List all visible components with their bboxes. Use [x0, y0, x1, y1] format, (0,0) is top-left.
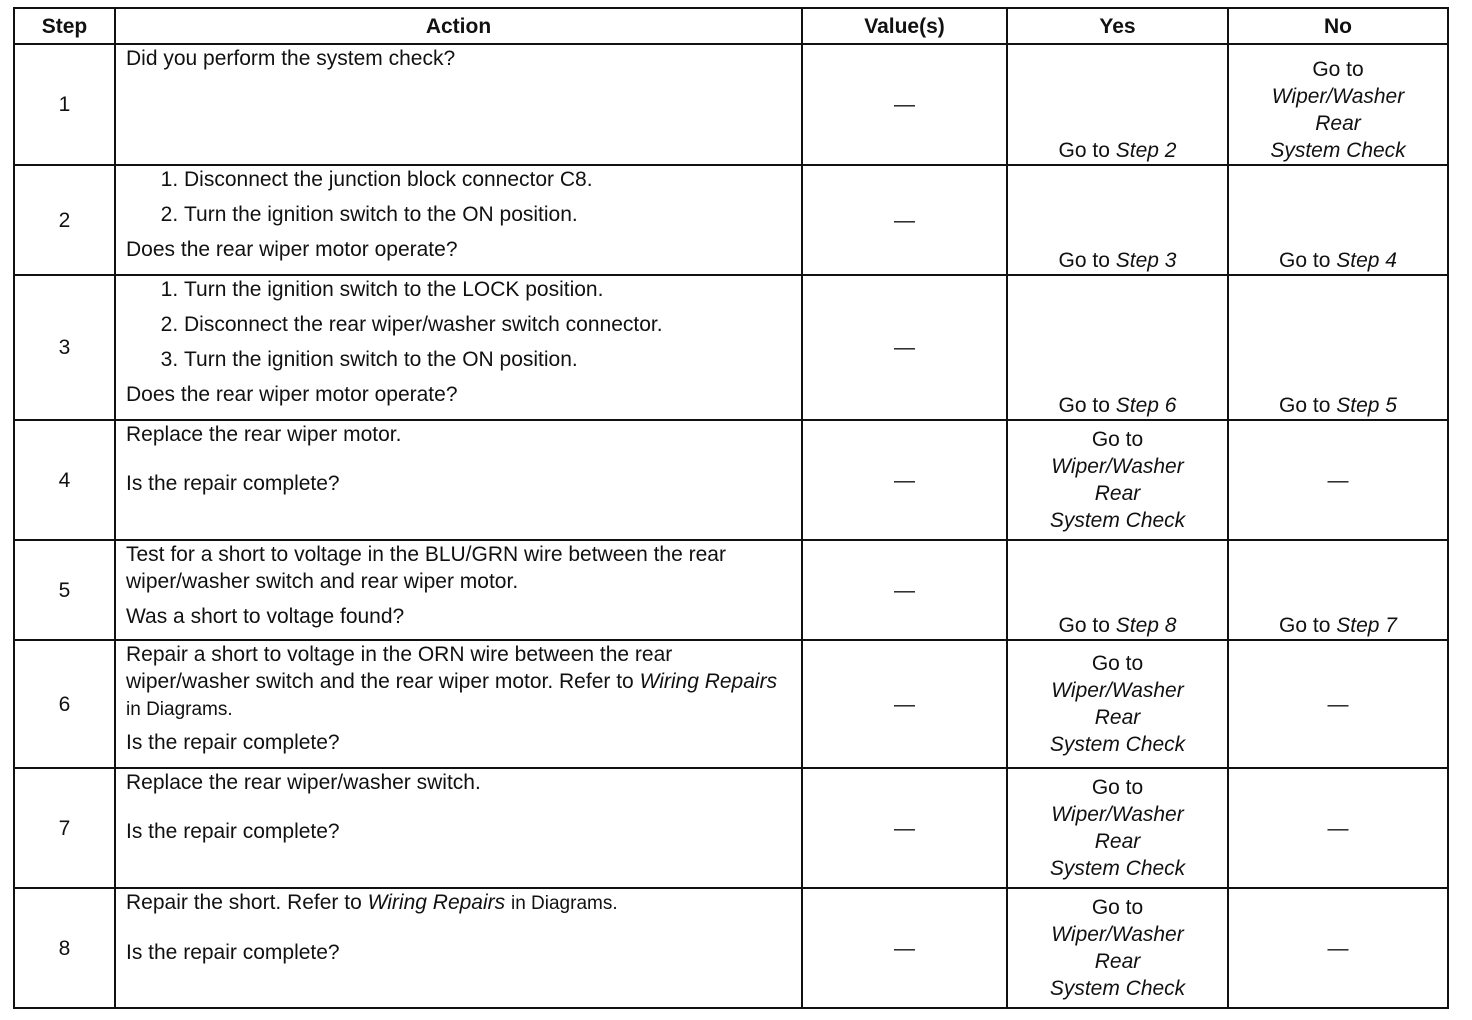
yes-cell — [1007, 275, 1228, 420]
system-check-line: System Check — [1049, 977, 1186, 1000]
header-values: Value(s) — [802, 8, 1007, 44]
goto-step: Step 4 — [1336, 249, 1397, 272]
action-cell — [115, 420, 802, 540]
action-step: 3. Turn the ignition switch to the ON position. — [184, 346, 791, 373]
goto-text: Go to — [1091, 776, 1144, 799]
table-row — [14, 640, 1448, 768]
table-row — [14, 275, 1448, 420]
goto-step: Step 2 — [1115, 139, 1177, 162]
action-question: Was a short to voltage found? — [126, 605, 405, 628]
goto-text: Go to — [1058, 394, 1110, 417]
system-check-line: Rear — [1094, 950, 1141, 973]
value-cell: — — [802, 640, 1007, 768]
goto-step: Step 3 — [1115, 249, 1177, 272]
no-cell: — — [1228, 420, 1448, 540]
action-text: Replace the rear wiper/washer switch. — [126, 771, 481, 794]
action-text: Replace the rear wiper motor. — [126, 423, 402, 446]
action-cell — [115, 275, 802, 420]
table-row — [14, 768, 1448, 888]
action-text: Test for a short to voltage in the BLU/GRN wire between the rear wiper/washer switch and rear wiper motor. — [126, 543, 726, 593]
system-check-line: Wiper/Washer — [1051, 679, 1184, 702]
header-no: No — [1228, 8, 1448, 44]
no-cell — [1228, 540, 1448, 640]
header-row — [14, 8, 1448, 44]
action-step: 1. Turn the ignition switch to the LOCK position. — [184, 276, 791, 303]
yes-cell — [1007, 640, 1228, 768]
step-number: 3 — [14, 275, 115, 420]
goto-text: Go to — [1091, 652, 1144, 675]
action-question: Does the rear wiper motor operate? — [126, 238, 458, 261]
system-check-line: Rear — [1094, 706, 1141, 729]
system-check-line: Rear — [1315, 112, 1361, 135]
action-cell — [115, 888, 802, 1008]
no-cell: — — [1228, 768, 1448, 888]
system-check-line: Wiper/Washer — [1051, 455, 1184, 478]
system-check-line: Wiper/Washer — [1051, 803, 1184, 826]
action-step: 2. Turn the ignition switch to the ON position. — [184, 201, 791, 228]
diagnostic-table — [13, 7, 1449, 1009]
no-cell — [1228, 165, 1448, 275]
yes-cell — [1007, 540, 1228, 640]
action-text — [126, 641, 791, 723]
goto-step: Step 5 — [1336, 394, 1397, 417]
system-check-line: System Check — [1049, 509, 1186, 532]
value-cell: — — [802, 768, 1007, 888]
step-number: 5 — [14, 540, 115, 640]
step-number: 8 — [14, 888, 115, 1008]
step-number: 2 — [14, 165, 115, 275]
action-cell — [115, 768, 802, 888]
goto-step: Step 6 — [1115, 394, 1177, 417]
yes-cell — [1007, 420, 1228, 540]
action-question: Is the repair complete? — [126, 820, 340, 843]
table-row — [14, 540, 1448, 640]
system-check-line: System Check — [1049, 733, 1186, 756]
no-cell — [1228, 275, 1448, 420]
action-cell — [115, 640, 802, 768]
header-step: Step — [14, 8, 115, 44]
header-action: Action — [115, 8, 802, 44]
system-check-line: System Check — [1270, 139, 1406, 162]
action-cell — [115, 540, 802, 640]
action-question: Is the repair complete? — [126, 941, 340, 964]
action-text-main: Repair a short to voltage in the ORN wire between the rear wiper/washer switch and the rear wiper motor. Refer to — [126, 643, 673, 693]
system-check-line: Wiper/Washer — [1051, 923, 1184, 946]
wiring-repairs-ref: Wiring Repairs — [639, 670, 778, 693]
system-check-line: Rear — [1094, 830, 1141, 853]
goto-text: Go to — [1312, 58, 1364, 81]
table-row — [14, 888, 1448, 1008]
yes-cell — [1007, 165, 1228, 275]
yes-cell — [1007, 768, 1228, 888]
system-check-line: Wiper/Washer — [1271, 85, 1405, 108]
table-row — [14, 165, 1448, 275]
wiring-repairs-ref: Wiring Repairs — [367, 891, 506, 914]
action-text — [126, 889, 791, 917]
table-row — [14, 44, 1448, 165]
action-step: 1. Disconnect the junction block connector C8. — [184, 166, 791, 193]
value-cell: — — [802, 888, 1007, 1008]
diagrams-ref: in Diagrams. — [126, 699, 233, 720]
action-cell — [115, 44, 802, 165]
yes-cell — [1007, 888, 1228, 1008]
action-cell — [115, 165, 802, 275]
action-text-main: Repair the short. Refer to — [126, 891, 362, 914]
goto-step: Step 7 — [1336, 614, 1397, 637]
no-cell — [1228, 44, 1448, 165]
action-question: Did you perform the system check? — [126, 47, 456, 70]
action-question: Does the rear wiper motor operate? — [126, 383, 458, 406]
header-yes: Yes — [1007, 8, 1228, 44]
table-row — [14, 420, 1448, 540]
action-steps — [126, 166, 791, 228]
goto-text: Go to — [1091, 896, 1144, 919]
action-steps — [126, 276, 791, 373]
action-question: Is the repair complete? — [126, 472, 340, 495]
goto-step: Step 8 — [1115, 614, 1177, 637]
step-number: 7 — [14, 768, 115, 888]
system-check-line: Rear — [1094, 482, 1141, 505]
goto-text: Go to — [1058, 139, 1110, 162]
value-cell: — — [802, 275, 1007, 420]
goto-text: Go to — [1058, 249, 1110, 272]
value-cell: — — [802, 420, 1007, 540]
diagrams-ref: in Diagrams. — [510, 893, 618, 914]
action-question: Is the repair complete? — [126, 731, 340, 754]
step-number: 1 — [14, 44, 115, 165]
step-number: 4 — [14, 420, 115, 540]
yes-cell — [1007, 44, 1228, 165]
goto-text: Go to — [1279, 249, 1331, 272]
system-check-line: System Check — [1049, 857, 1186, 880]
goto-text: Go to — [1279, 394, 1331, 417]
goto-text: Go to — [1279, 614, 1331, 637]
value-cell: — — [802, 165, 1007, 275]
action-step: 2. Disconnect the rear wiper/washer switch connector. — [184, 311, 791, 338]
value-cell: — — [802, 44, 1007, 165]
value-cell: — — [802, 540, 1007, 640]
goto-text: Go to — [1091, 428, 1144, 451]
goto-text: Go to — [1058, 614, 1110, 637]
no-cell: — — [1228, 640, 1448, 768]
step-number: 6 — [14, 640, 115, 768]
no-cell: — — [1228, 888, 1448, 1008]
